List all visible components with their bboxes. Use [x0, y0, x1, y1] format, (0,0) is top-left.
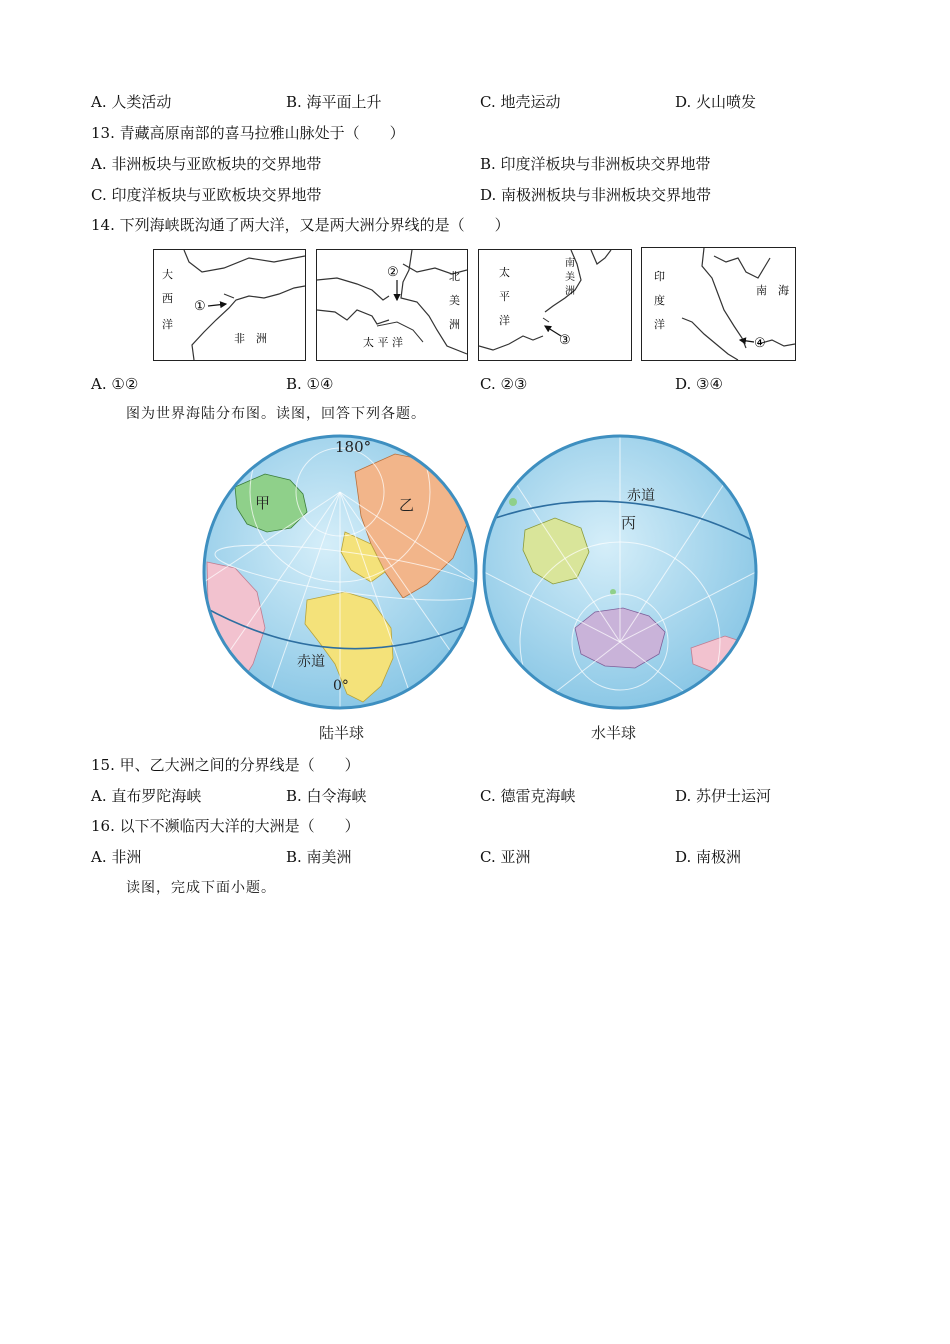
map2-label-2: 美 — [449, 294, 460, 307]
strait-map-3 — [478, 249, 632, 361]
intro-read-figure: 读图，完成下面小题。 — [126, 880, 276, 896]
q14-option-b: B. ①④ — [286, 375, 334, 393]
q13-option-a: A. 非洲板块与亚欧板块的交界地带 — [91, 155, 322, 173]
map1-marker: ① — [194, 299, 206, 314]
q14-option-c: C. ②③ — [480, 375, 528, 393]
strait-map-2 — [316, 249, 468, 361]
q16-option-b: B. 南美洲 — [286, 848, 352, 866]
water-hemisphere-globe — [484, 436, 756, 742]
land-globe-equator-label: 赤道 — [297, 654, 325, 670]
strait-map-4 — [641, 247, 796, 361]
map1-label-4: 非 洲 — [234, 332, 267, 345]
water-globe-equator-label: 赤道 — [627, 488, 655, 504]
q12-option-a: A. 人类活动 — [91, 93, 172, 111]
map1-label-1: 大 — [162, 268, 173, 281]
map3-label-2: 平 — [499, 290, 510, 303]
land-hemisphere-globe — [204, 432, 487, 708]
land-globe-bottom-label: 0° — [333, 678, 349, 694]
map1-label-3: 洋 — [162, 318, 173, 331]
land-globe-caption: 陆半球 — [319, 724, 365, 742]
water-globe-label-bing: 丙 — [621, 514, 637, 532]
map4-label-1: 印 — [654, 270, 665, 283]
map2-label-1: 北 — [449, 270, 460, 283]
q15-option-d: D. 苏伊士运河 — [675, 787, 772, 805]
q16-option-c: C. 亚洲 — [480, 848, 531, 866]
q13-option-b: B. 印度洋板块与非洲板块交界地带 — [480, 155, 711, 173]
map3-marker: ③ — [559, 333, 571, 348]
q15-option-a: A. 直布罗陀海峡 — [91, 787, 202, 805]
q15-stem: 15. 甲、乙大洲之间的分界线是（ ） — [91, 756, 360, 774]
q13-stem: 13. 青藏高原南部的喜马拉雅山脉处于（ ） — [91, 124, 405, 142]
q16-stem: 16. 以下不濒临丙大洋的大洲是（ ） — [91, 817, 360, 835]
map3-label-3: 洋 — [499, 314, 510, 327]
map3-label-5: 美 — [565, 272, 575, 283]
map2-marker: ② — [387, 265, 399, 280]
q12-option-d: D. 火山喷发 — [675, 93, 757, 111]
map3-label-1: 太 — [499, 266, 510, 279]
q14-option-a: A. ①② — [91, 375, 139, 393]
globes-figure — [195, 432, 765, 744]
map3-label-6: 洲 — [565, 286, 575, 297]
water-globe-caption: 水半球 — [591, 724, 637, 742]
land-globe-label-jia: 甲 — [255, 494, 271, 512]
q15-option-b: B. 白令海峡 — [286, 787, 367, 805]
q14-stem: 14. 下列海峡既沟通了两大洋，又是两大洲分界线的是（ ） — [91, 216, 510, 234]
map4-marker: ④ — [754, 336, 766, 351]
q16-option-d: D. 南极洲 — [675, 848, 742, 866]
q13-option-c: C. 印度洋板块与亚欧板块交界地带 — [91, 186, 322, 204]
q12-option-c: C. 地壳运动 — [480, 93, 561, 111]
map3-label-4: 南 — [565, 258, 575, 269]
q14-option-d: D. ③④ — [675, 375, 723, 393]
q16-option-a: A. 非洲 — [91, 848, 142, 866]
map4-label-4: 南 海 — [756, 284, 789, 297]
map4-label-3: 洋 — [654, 318, 665, 331]
strait-map-1 — [153, 249, 306, 361]
map2-label-3: 洲 — [449, 318, 460, 331]
q12-option-b: B. 海平面上升 — [286, 93, 382, 111]
q13-option-d: D. 南极洲板块与非洲板块交界地带 — [480, 186, 712, 204]
intro-world-map: 图为世界海陆分布图。读图，回答下列各题。 — [126, 406, 426, 422]
land-globe-label-yi: 乙 — [399, 496, 415, 514]
land-globe-top-label: 180° — [335, 438, 372, 456]
map2-label-4: 太 平 洋 — [363, 336, 403, 349]
q15-option-c: C. 德雷克海峡 — [480, 787, 576, 805]
map1-label-2: 西 — [162, 292, 173, 305]
map4-label-2: 度 — [654, 294, 665, 307]
